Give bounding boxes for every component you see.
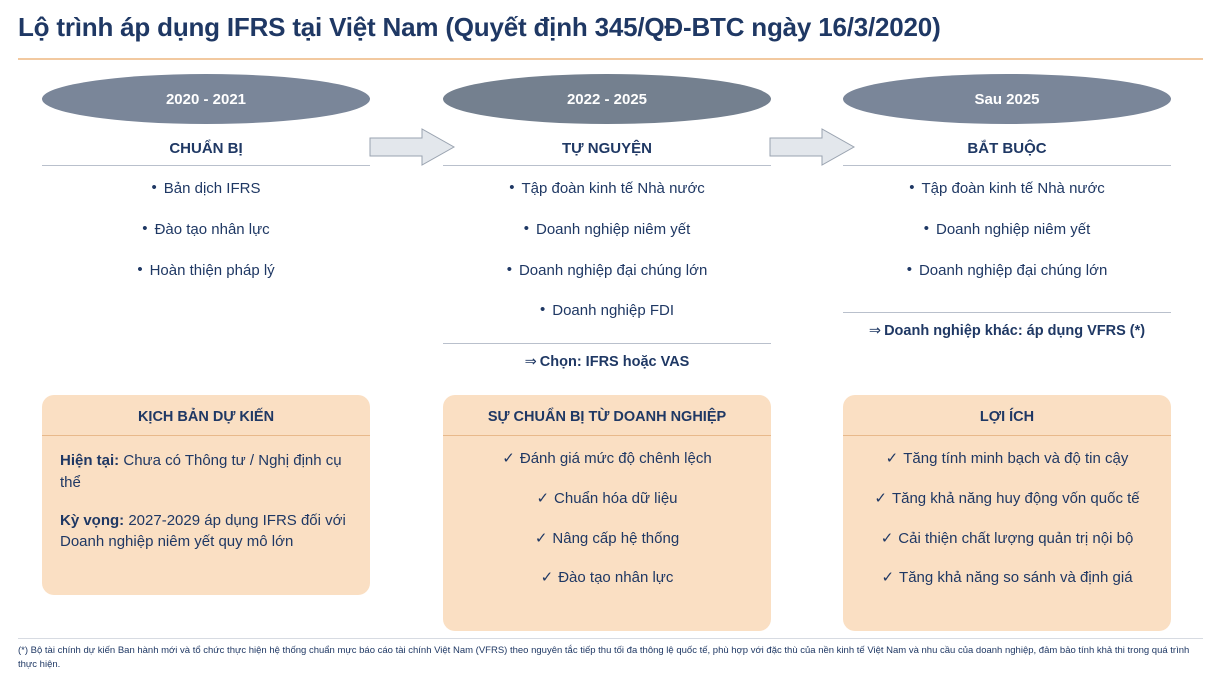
list-item-label: Doanh nghiệp niêm yết xyxy=(535,220,691,238)
panel-line-expected-label: Kỳ vọng: xyxy=(60,511,125,529)
list-item xyxy=(843,221,1171,240)
list-item-label: Chuẩn hóa dữ liệu xyxy=(554,489,678,507)
footnote: (*) Bộ tài chính dự kiến Ban hành mới và tổ chức thực hiện hệ thống chuẩn mực báo cáo tài chính Việt Nam (VFRS) theo nguyên tắc tiếp thu tối đa thông lệ quốc tế, phù hợp với đặc thù của nền kinh tế Việt Nam và nhu cầu của doanh nghiệp, đảm bảo tính khả thi trong quá trình thực hiện. xyxy=(18,638,1203,672)
list-item xyxy=(861,569,1153,588)
phase-column-3 xyxy=(843,74,1171,339)
panel-scenario xyxy=(42,395,370,595)
panel-list-3 xyxy=(861,450,1153,588)
list-item-label: Tăng khả năng so sánh và định giá xyxy=(899,569,1133,587)
phase-name-1: CHUẨN BỊ xyxy=(42,140,370,166)
phase-bullet-list-1 xyxy=(42,166,370,280)
list-item xyxy=(843,180,1171,199)
phase-conclusion-2 xyxy=(443,344,771,370)
panel-benefits xyxy=(843,395,1171,631)
list-item xyxy=(861,450,1153,469)
list-item-label: Đào tạo nhân lực xyxy=(558,569,674,587)
list-item xyxy=(443,262,771,281)
phase-bullet-list-2 xyxy=(443,166,771,321)
bullet-icon: • xyxy=(906,260,912,278)
list-item-label: Tăng khả năng huy động vốn quốc tế xyxy=(891,489,1140,507)
list-item xyxy=(461,569,753,588)
bullet-icon: • xyxy=(923,219,929,237)
list-item-label: Nâng cấp hệ thống xyxy=(552,529,680,547)
list-item xyxy=(443,180,771,199)
page-title: Lộ trình áp dụng IFRS tại Việt Nam (Quyết định 345/QĐ-BTC ngày 16/3/2020) xyxy=(18,12,941,42)
list-item xyxy=(42,180,370,199)
list-item xyxy=(861,490,1153,509)
phase-period-badge-3: Sau 2025 xyxy=(843,74,1171,124)
check-icon: ✓ xyxy=(874,489,887,507)
bullet-icon: • xyxy=(539,301,546,319)
flow-arrow-1 xyxy=(368,127,456,167)
bullet-icon: • xyxy=(142,219,148,237)
list-item-label: Tập đoàn kinh tế Nhà nước xyxy=(921,180,1105,197)
list-item xyxy=(443,302,771,321)
phase-period-badge-1: 2020 - 2021 xyxy=(42,74,370,124)
double-arrow-icon: ⇒ xyxy=(524,354,537,370)
phase-conclusion-3 xyxy=(843,313,1171,339)
panel-line-expected-text: 2027-2029 áp dụng IFRS đối với Doanh nghiệp niêm yết quy mô lớn xyxy=(60,511,346,551)
bullet-icon: • xyxy=(909,179,915,196)
check-icon: ✓ xyxy=(881,569,895,587)
list-item-label: Tập đoàn kinh tế Nhà nước xyxy=(521,180,705,197)
arrow-right-icon xyxy=(368,127,456,167)
panel-line-expected xyxy=(60,510,352,554)
bullet-icon: • xyxy=(151,179,157,196)
panel-line-current-text: Chưa có Thông tư / Nghị định cụ thể xyxy=(60,452,342,491)
panel-title-3: LỢI ÍCH xyxy=(843,395,1171,436)
list-item xyxy=(461,450,753,469)
list-item xyxy=(861,530,1153,549)
list-item-label: Doanh nghiệp niêm yết xyxy=(935,220,1091,238)
phase-name-2: TỰ NGUYỆN xyxy=(443,140,771,166)
list-item-label: Doanh nghiệp đại chúng lớn xyxy=(918,261,1108,279)
list-item xyxy=(42,262,370,281)
panel-list-2 xyxy=(461,450,753,588)
list-item xyxy=(42,221,370,240)
phase-column-2 xyxy=(443,74,771,370)
check-icon: ✓ xyxy=(534,529,548,547)
flow-arrow-2 xyxy=(768,127,856,167)
panel-preparation xyxy=(443,395,771,631)
panel-title-2: SỰ CHUẨN BỊ TỪ DOANH NGHIỆP xyxy=(443,395,771,436)
check-icon: ✓ xyxy=(536,489,550,507)
bullet-icon: • xyxy=(523,219,529,237)
arrow-right-icon xyxy=(768,127,856,167)
phase-conclusion-label-2: Chọn: IFRS hoặc VAS xyxy=(539,354,690,370)
phase-conclusion-label-3: Doanh nghiệp khác: áp dụng VFRS (*) xyxy=(884,323,1146,340)
phase-bullet-list-3 xyxy=(843,166,1171,280)
check-icon: ✓ xyxy=(502,450,515,467)
list-item-label: Bản dịch IFRS xyxy=(163,180,261,197)
list-item-label: Cải thiện chất lượng quản trị nội bộ xyxy=(898,529,1134,547)
list-item-label: Doanh nghiệp đại chúng lớn xyxy=(518,261,708,279)
list-item xyxy=(461,530,753,549)
phase-column-1 xyxy=(42,74,370,302)
panel-body-1 xyxy=(42,436,370,553)
check-icon: ✓ xyxy=(880,529,894,547)
list-item-label: Đánh giá mức độ chênh lệch xyxy=(519,450,712,467)
panel-title-1: KỊCH BẢN DỰ KIẾN xyxy=(42,395,370,436)
bullet-icon: • xyxy=(509,179,515,196)
check-icon: ✓ xyxy=(885,450,899,467)
double-arrow-icon: ⇒ xyxy=(868,323,882,340)
list-item xyxy=(843,262,1171,281)
list-item-label: Doanh nghiệp FDI xyxy=(552,302,674,320)
list-item-label: Tăng tính minh bạch và độ tin cậy xyxy=(903,450,1129,467)
bullet-icon: • xyxy=(137,260,143,278)
phase-name-3: BẮT BUỘC xyxy=(843,140,1171,166)
bullet-icon: • xyxy=(506,260,512,278)
title-divider xyxy=(18,58,1203,60)
list-item-label: Đào tạo nhân lực xyxy=(154,220,270,238)
list-item-label: Hoàn thiện pháp lý xyxy=(149,261,275,279)
check-icon: ✓ xyxy=(540,569,554,587)
phase-period-badge-2: 2022 - 2025 xyxy=(443,74,771,124)
panel-line-current-label: Hiện tại: xyxy=(60,452,120,469)
list-item xyxy=(461,490,753,509)
panel-line-current xyxy=(60,450,352,494)
panel-body-2 xyxy=(443,436,771,588)
list-item xyxy=(443,221,771,240)
panel-body-3 xyxy=(843,436,1171,588)
